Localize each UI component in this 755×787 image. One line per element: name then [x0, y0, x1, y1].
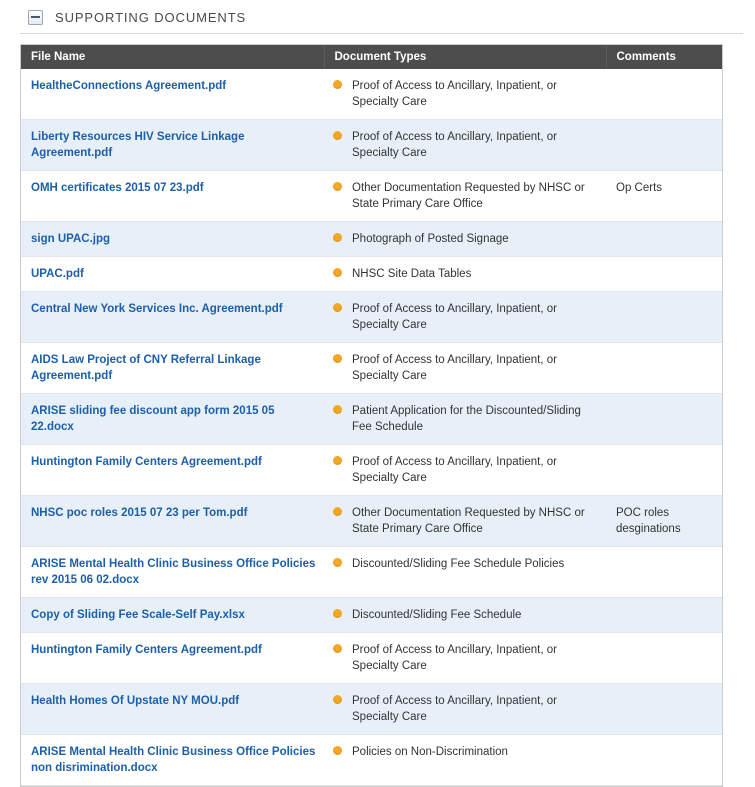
comments-cell	[606, 547, 723, 598]
document-type-label: Photograph of Posted Signage	[352, 233, 509, 245]
document-type-cell	[324, 684, 606, 735]
document-type-label: NHSC Site Data Tables	[352, 268, 472, 280]
comments-cell	[606, 292, 723, 343]
table-row	[21, 222, 723, 257]
document-type-label: Proof of Access to Ancillary, Inpatient, or Specialty Care	[352, 354, 557, 382]
file-link[interactable]: ARISE Mental Health Clinic Business Office Policies non disrimination.docx	[31, 746, 316, 774]
comments-cell	[606, 633, 723, 684]
file-link[interactable]: Copy of Sliding Fee Scale-Self Pay.xlsx	[31, 609, 245, 621]
document-type-label: Discounted/Sliding Fee Schedule	[352, 609, 522, 621]
table-row	[21, 292, 723, 343]
file-name-cell	[21, 598, 324, 633]
table-row	[21, 735, 723, 786]
file-link[interactable]: Huntington Family Centers Agreement.pdf	[31, 456, 262, 468]
column-header-file-name[interactable]: File Name	[21, 45, 324, 69]
table-header	[21, 45, 723, 69]
file-name-cell	[21, 292, 324, 343]
comments-cell	[606, 222, 723, 257]
status-dot-icon	[333, 644, 342, 653]
document-type-label: Discounted/Sliding Fee Schedule Policies	[352, 558, 565, 570]
status-dot-icon	[333, 558, 342, 567]
comments-cell: Op Certs	[606, 171, 723, 222]
table-row	[21, 633, 723, 684]
document-type-cell	[324, 445, 606, 496]
comments-cell	[606, 257, 723, 292]
status-dot-icon	[333, 507, 342, 516]
status-dot-icon	[333, 405, 342, 414]
file-name-cell	[21, 171, 324, 222]
status-dot-icon	[333, 303, 342, 312]
table-row	[21, 69, 723, 120]
file-name-cell	[21, 633, 324, 684]
file-name-cell	[21, 343, 324, 394]
table-row	[21, 598, 723, 633]
document-type-cell	[324, 496, 606, 547]
section-header	[0, 0, 755, 34]
status-dot-icon	[333, 131, 342, 140]
table-row	[21, 684, 723, 735]
file-link[interactable]: Health Homes Of Upstate NY MOU.pdf	[31, 695, 240, 707]
table-row	[21, 394, 723, 445]
document-type-label: Proof of Access to Ancillary, Inpatient, or Specialty Care	[352, 131, 557, 159]
file-link[interactable]: UPAC.pdf	[31, 268, 84, 280]
table-row	[21, 257, 723, 292]
document-type-label: Patient Application for the Discounted/Sliding Fee Schedule	[352, 405, 581, 433]
file-link[interactable]: OMH certificates 2015 07 23.pdf	[31, 182, 204, 194]
file-name-cell	[21, 547, 324, 598]
file-link[interactable]: sign UPAC.jpg	[31, 233, 111, 245]
file-link[interactable]: Huntington Family Centers Agreement.pdf	[31, 644, 262, 656]
table-row	[21, 120, 723, 171]
file-name-cell	[21, 445, 324, 496]
file-name-cell	[21, 496, 324, 547]
file-name-cell	[21, 394, 324, 445]
file-name-cell	[21, 684, 324, 735]
header-divider	[20, 33, 743, 34]
document-type-label: Other Documentation Requested by NHSC or State Primary Care Office	[352, 507, 585, 535]
document-type-cell	[324, 735, 606, 786]
table-row	[21, 171, 723, 222]
status-dot-icon	[333, 456, 342, 465]
document-type-label: Proof of Access to Ancillary, Inpatient, or Specialty Care	[352, 456, 557, 484]
status-dot-icon	[333, 80, 342, 89]
document-type-label: Other Documentation Requested by NHSC or State Primary Care Office	[352, 182, 585, 210]
status-dot-icon	[333, 354, 342, 363]
document-type-cell	[324, 598, 606, 633]
comments-cell	[606, 735, 723, 786]
supporting-documents-panel	[20, 44, 723, 787]
table-row	[21, 445, 723, 496]
document-type-label: Proof of Access to Ancillary, Inpatient, or Specialty Care	[352, 303, 557, 331]
page-title: SUPPORTING DOCUMENTS	[55, 9, 247, 25]
minus-icon[interactable]	[28, 10, 43, 25]
file-name-cell	[21, 222, 324, 257]
document-type-label: Proof of Access to Ancillary, Inpatient, or Specialty Care	[352, 80, 557, 108]
document-type-cell	[324, 120, 606, 171]
file-name-cell	[21, 735, 324, 786]
comments-cell	[606, 69, 723, 120]
column-header-document-types[interactable]: Document Types	[324, 45, 606, 69]
document-type-label: Policies on Non-Discrimination	[352, 746, 508, 758]
document-type-cell	[324, 69, 606, 120]
file-link[interactable]: HealtheConnections Agreement.pdf	[31, 80, 227, 92]
document-type-cell	[324, 292, 606, 343]
file-name-cell	[21, 69, 324, 120]
file-link[interactable]: ARISE Mental Health Clinic Business Office Policies rev 2015 06 02.docx	[31, 558, 316, 586]
document-type-cell	[324, 257, 606, 292]
document-type-label: Proof of Access to Ancillary, Inpatient, or Specialty Care	[352, 644, 557, 672]
file-link[interactable]: Central New York Services Inc. Agreement.pdf	[31, 303, 283, 315]
documents-table	[21, 45, 723, 786]
comments-cell	[606, 120, 723, 171]
comments-cell	[606, 394, 723, 445]
status-dot-icon	[333, 233, 342, 242]
comments-cell	[606, 684, 723, 735]
status-dot-icon	[333, 746, 342, 755]
table-row	[21, 343, 723, 394]
document-type-label: Proof of Access to Ancillary, Inpatient, or Specialty Care	[352, 695, 557, 723]
file-name-cell	[21, 120, 324, 171]
table-row	[21, 496, 723, 547]
file-link[interactable]: ARISE sliding fee discount app form 2015 05 22.docx	[31, 405, 275, 433]
document-type-cell	[324, 171, 606, 222]
file-name-cell	[21, 257, 324, 292]
document-type-cell	[324, 222, 606, 257]
file-link[interactable]: AIDS Law Project of CNY Referral Linkage Agreement.pdf	[31, 354, 261, 382]
document-type-cell	[324, 547, 606, 598]
comments-cell	[606, 598, 723, 633]
file-link[interactable]: Liberty Resources HIV Service Linkage Agreement.pdf	[31, 131, 245, 159]
status-dot-icon	[333, 268, 342, 277]
table-body	[21, 69, 723, 786]
table-header-row	[21, 45, 723, 69]
status-dot-icon	[333, 695, 342, 704]
comments-cell	[606, 343, 723, 394]
document-type-cell	[324, 633, 606, 684]
document-type-cell	[324, 394, 606, 445]
file-link[interactable]: NHSC poc roles 2015 07 23 per Tom.pdf	[31, 507, 248, 519]
comments-cell: POC roles desginations	[606, 496, 723, 547]
document-type-cell	[324, 343, 606, 394]
comments-cell	[606, 445, 723, 496]
status-dot-icon	[333, 182, 342, 191]
table-row	[21, 547, 723, 598]
status-dot-icon	[333, 609, 342, 618]
column-header-comments[interactable]: Comments	[606, 45, 723, 69]
